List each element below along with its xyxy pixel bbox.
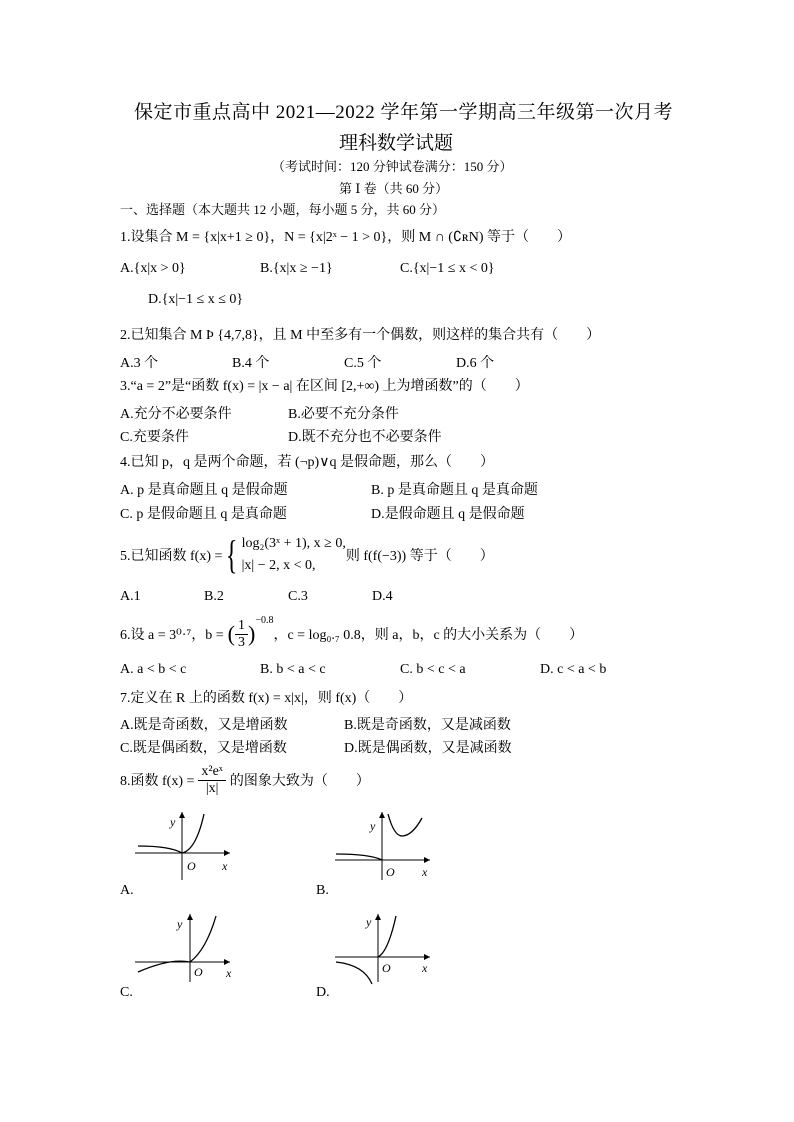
graph-d-y-arrow — [375, 914, 381, 920]
question-5-prefix: 5.已知函数 f(x) = — [120, 549, 223, 564]
question-8-suffix: 的图象大致为（ ） — [229, 774, 370, 789]
graph-b-y-label: y — [370, 819, 376, 833]
question-4-option-a: A. p 是真命题且 q 是假命题 — [120, 483, 288, 498]
graph-d-origin: O — [382, 961, 391, 975]
graph-a-x-arrow — [224, 850, 230, 856]
graph-b-curve-left — [336, 854, 382, 860]
graph-d-y-label: y — [366, 915, 372, 929]
graph-c-y-arrow — [187, 914, 193, 920]
question-6-stem — [120, 614, 583, 654]
question-8-option-b: B. — [316, 883, 329, 898]
graph-a-origin: O — [187, 859, 196, 873]
question-5-option-a: A.1 — [120, 589, 141, 604]
question-6-option-c: C. b < c < a — [400, 662, 466, 677]
question-6-frac-num: 1 — [235, 618, 248, 635]
question-8-prefix: 8.函数 f(x) = — [120, 774, 195, 789]
brace-symbol: { — [226, 532, 238, 577]
question-3-option-a: A.充分不必要条件 — [120, 407, 232, 422]
graph-b-x-label: x — [422, 865, 428, 879]
graph-a-x-label: x — [222, 859, 228, 873]
question-5-case-1: log₂(3ˣ + 1), x ≥ 0, — [241, 536, 346, 551]
question-6-exponent: −0.8 — [255, 614, 274, 626]
graph-a-curve-left — [138, 846, 182, 853]
question-8-stem — [120, 760, 370, 800]
question-3-option-b: B.必要不充分条件 — [288, 407, 399, 422]
question-8-option-d: D. — [316, 985, 330, 1000]
graph-b-x-arrow — [424, 857, 430, 863]
question-7-option-c: C.既是偶函数，又是增函数 — [120, 741, 287, 756]
question-4-option-d: D.是假命题且 q 是假命题 — [371, 507, 525, 522]
question-4-stem: 4.已知 p，q 是两个命题，若 (¬p)∨q 是假命题，那么（ ） — [120, 455, 494, 470]
question-7-option-d: D.既是偶函数，又是减函数 — [344, 741, 512, 756]
graph-d-x-arrow — [424, 954, 430, 960]
question-3-option-d: D.既不充分也不必要条件 — [288, 430, 442, 445]
question-7-stem: 7.定义在 R 上的函数 f(x) = x|x|，则 f(x)（ ） — [120, 691, 413, 706]
question-1-stem: 1.设集合 M = {x|x+1 ≥ 0}，N = {x|2ˣ − 1 > 0}，则 M ∩ (∁ʀN) 等于（ ） — [120, 230, 571, 245]
question-6-frac-den: 3 — [238, 634, 245, 650]
exam-info: （考试时间：120 分钟试卷满分：150 分） — [272, 159, 513, 174]
graph-d-curve-left — [336, 962, 372, 984]
graph-b-y-arrow — [379, 812, 385, 818]
question-5-cases — [242, 533, 346, 577]
exam-title: 保定市重点高中 2021—2022 学年第一学期高三年级第一次月考 — [134, 102, 674, 123]
question-5-option-b: B.2 — [204, 589, 224, 604]
question-2-option-c: C.5 个 — [344, 356, 382, 371]
graph-b — [330, 808, 440, 883]
graph-c-origin: O — [194, 965, 203, 979]
paren-open: ( — [227, 621, 235, 646]
graph-a — [130, 808, 240, 883]
question-5-option-c: C.3 — [288, 589, 308, 604]
question-6-option-a: A. a < b < c — [120, 662, 187, 677]
question-6-option-b: B. b < a < c — [260, 662, 326, 677]
question-5-suffix: 则 f(f(−3)) 等于（ ） — [345, 549, 494, 564]
graph-c — [130, 910, 240, 985]
paren-close: ) — [248, 621, 256, 646]
graph-a-y-label: y — [170, 815, 176, 829]
question-7-option-b: B.既是奇函数，又是减函数 — [344, 718, 511, 733]
graph-d — [330, 910, 440, 985]
question-8-option-c: C. — [120, 985, 133, 1000]
question-2-option-b: B.4 个 — [232, 356, 270, 371]
question-4-option-c: C. p 是假命题且 q 是真命题 — [120, 507, 287, 522]
question-5-stem — [120, 530, 494, 580]
graph-c-x-arrow — [224, 959, 230, 965]
graph-b-curve-right — [388, 814, 422, 836]
graph-b-origin: O — [386, 865, 395, 879]
graph-a-curve-right — [182, 814, 204, 853]
question-5-case-2: |x| − 2, x < 0, — [241, 558, 316, 573]
question-7-option-a: A.既是奇函数，又是增函数 — [120, 718, 288, 733]
question-8-fraction — [198, 764, 225, 797]
question-1-option-c: C.{x|−1 ≤ x < 0} — [400, 261, 495, 276]
question-2-stem: 2.已知集合 M Þ {4,7,8}，且 M 中至多有一个偶数，则这样的集合共有（ ） — [120, 328, 601, 343]
question-6-part-1: 6.设 a = 3⁰·⁷，b = — [120, 628, 224, 643]
question-1-option-b: B.{x|x ≥ −1} — [260, 261, 333, 276]
question-4-option-b: B. p 是真命题且 q 是真命题 — [371, 483, 538, 498]
graph-a-y-arrow — [179, 812, 185, 818]
graph-c-x-label: x — [226, 966, 232, 980]
question-5-option-d: D.4 — [372, 589, 393, 604]
question-3-stem: 3.“a = 2”是“函数 f(x) = |x − a| 在区间 [2,+∞) 上为增函数”的（ ） — [120, 379, 529, 394]
section-heading: 一、选择题（本大题共 12 小题，每小题 5 分，共 60 分） — [120, 202, 446, 217]
question-6-part-2: ，c = log₀.₇ 0.8，则 a，b，c 的大小关系为（ ） — [273, 628, 584, 643]
graph-d-x-label: x — [422, 961, 428, 975]
question-3-option-c: C.充要条件 — [120, 430, 189, 445]
graph-d-curve-right — [378, 916, 396, 957]
question-6-fraction — [235, 618, 248, 651]
question-1-option-d: D.{x|−1 ≤ x ≤ 0} — [148, 292, 244, 307]
question-1-option-a: A.{x|x > 0} — [120, 261, 186, 276]
exam-subtitle: 理科数学试题 — [339, 133, 454, 154]
volume-label: 第 Ⅰ 卷（共 60 分） — [339, 181, 449, 196]
question-2-option-a: A.3 个 — [120, 356, 159, 371]
graph-c-y-label: y — [177, 917, 183, 931]
question-8-frac-num: x²eˣ — [198, 764, 225, 781]
question-8-frac-den: |x| — [205, 780, 219, 796]
question-6-option-d: D. c < a < b — [540, 662, 607, 677]
question-2-option-d: D.6 个 — [456, 356, 495, 371]
question-8-option-a: A. — [120, 883, 134, 898]
